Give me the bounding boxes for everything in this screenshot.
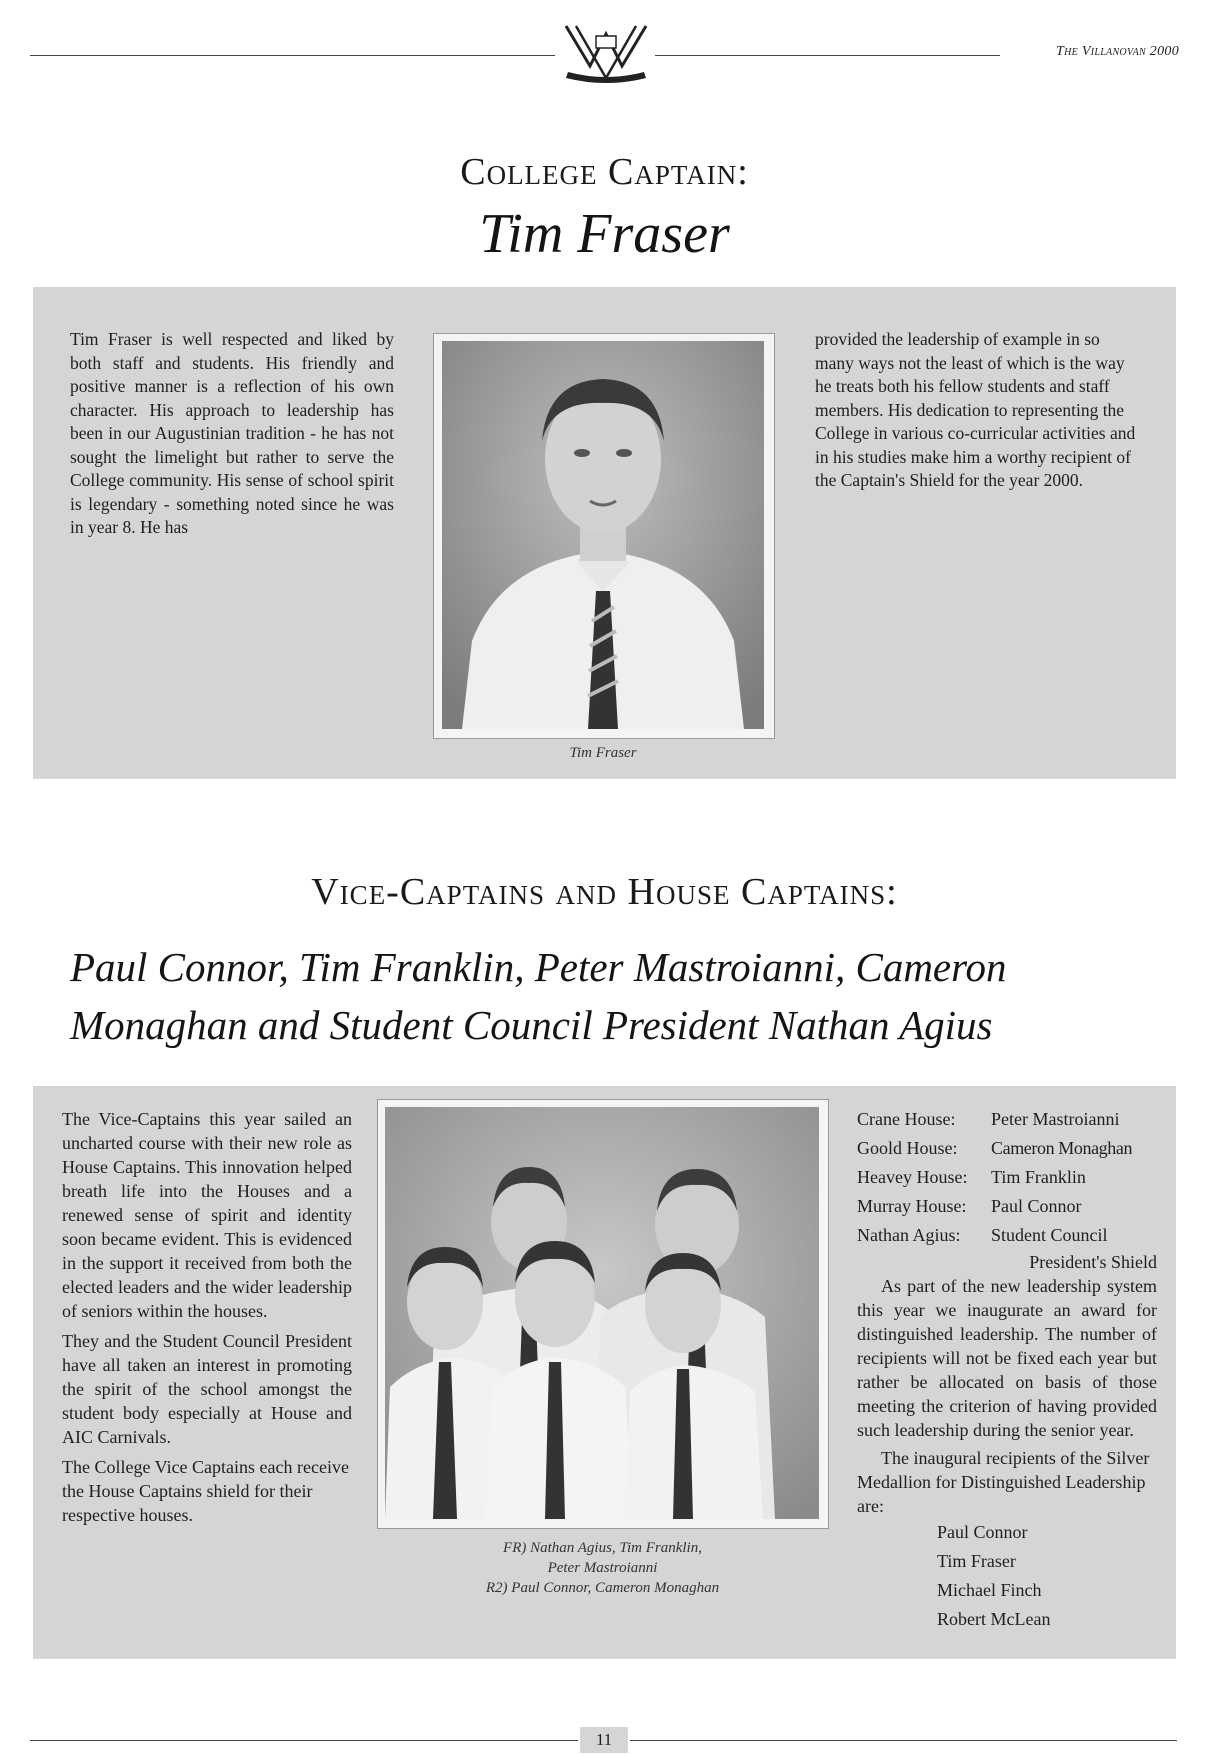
captain-text-left xyxy=(70,328,394,540)
house-captain: Tim Franklin xyxy=(991,1167,1086,1187)
captain-photo-caption: Tim Fraser xyxy=(569,745,637,761)
house-row xyxy=(857,1221,1132,1250)
vice-captains-text xyxy=(62,1107,352,1533)
recipients-list xyxy=(857,1518,1157,1634)
house-name: Murray House: xyxy=(857,1196,967,1216)
house-captain: Peter Mastroianni xyxy=(991,1109,1120,1129)
page-number: 11 xyxy=(580,1727,628,1753)
college-captain-heading: College Captain: xyxy=(460,151,749,193)
captain-portrait-photo xyxy=(442,341,764,729)
house-captain: Paul Connor xyxy=(991,1196,1082,1216)
running-title: The Villanovan 2000 xyxy=(1056,44,1179,59)
group-caption-line-1: FR) Nathan Agius, Tim Franklin, xyxy=(503,1540,702,1556)
group-photo xyxy=(385,1107,819,1519)
award-paragraph-1: As part of the new leadership system this year we inaugurate an award for distinguished leadership. The number of recipients will not be fixed each year but rather be allocated on basis of those meeting the criterion of having provided such leadership during the senior year. xyxy=(857,1276,1157,1440)
house-row xyxy=(857,1134,1132,1163)
house-name: Goold House: xyxy=(857,1138,958,1158)
house-row xyxy=(857,1192,1132,1221)
group-photo-caption xyxy=(415,1538,790,1598)
vice-captains-para-3: The College Vice Captains each receive the House Captains shield for their respective houses. xyxy=(62,1457,349,1525)
house-name: Heavey House: xyxy=(857,1167,968,1187)
recipient-item: Michael Finch xyxy=(937,1580,1042,1600)
house-captains-column xyxy=(857,1105,1157,1634)
footer-rule-left xyxy=(30,1740,578,1741)
shield-line: President's Shield xyxy=(1029,1252,1157,1272)
vice-captains-names: Paul Connor, Tim Franklin, Peter Mastroianni, Cameron Monaghan and Student Council President Nathan Agius xyxy=(70,944,1007,1048)
college-captain-name: Tim Fraser xyxy=(479,203,730,265)
header-rule-left xyxy=(30,55,555,56)
recipient-item: Paul Connor xyxy=(937,1522,1028,1542)
recipient-item: Robert McLean xyxy=(937,1609,1051,1629)
house-captain: Cameron Monaghan xyxy=(991,1138,1133,1158)
vice-captains-para-2: They and the Student Council President have all taken an interest in promoting the spirit of the school amongst the student body especially at House and AIC Carnivals. xyxy=(62,1331,352,1447)
captain-text-left-body: Tim Fraser is well respected and liked by both staff and students. His friendly and positive manner is a reflection of his own character. His approach to leadership has been in our Augustinian tradition - he has not sought the limelight but rather to serve the College community. His sense of school spirit is legendary - something noted since he was in year 8. He has xyxy=(70,329,394,537)
house-row xyxy=(857,1163,1132,1192)
house-captain: Student Council xyxy=(991,1225,1108,1245)
house-name: Crane House: xyxy=(857,1109,956,1129)
award-paragraph-2: The inaugural recipients of the Silver Medallion for Distinguished Leadership are: xyxy=(857,1448,1150,1516)
vice-captains-para-1: The Vice-Captains this year sailed an uncharted course with their new role as House Captains. This innovation helped breath life into the Houses and a renewed sense of spirit and identity soon became evident. This is evidenced in the support it received from both the elected leaders and the wider leadership of seniors within the houses. xyxy=(62,1109,352,1321)
group-caption-line-2: Peter Mastroianni xyxy=(547,1560,658,1576)
group-caption-line-3: R2) Paul Connor, Cameron Monaghan xyxy=(485,1580,720,1596)
footer-rule-right xyxy=(630,1740,1177,1741)
college-crest-logo xyxy=(560,22,652,90)
header-rule-right xyxy=(655,55,1000,56)
house-name: Nathan Agius: xyxy=(857,1225,961,1245)
captain-text-right: provided the leadership of example in so many ways not the least of which is the way he treats both his fellow students and staff members. His dedication to representing the College in various co-curricular activities and in his studies make him a worthy recipient of the Captain's Shield for the year 2000. xyxy=(815,329,1136,490)
recipient-item: Tim Fraser xyxy=(937,1551,1016,1571)
house-row xyxy=(857,1105,1132,1134)
house-captains-table xyxy=(857,1105,1132,1250)
vice-captains-heading: Vice-Captains and House Captains: xyxy=(311,871,898,913)
